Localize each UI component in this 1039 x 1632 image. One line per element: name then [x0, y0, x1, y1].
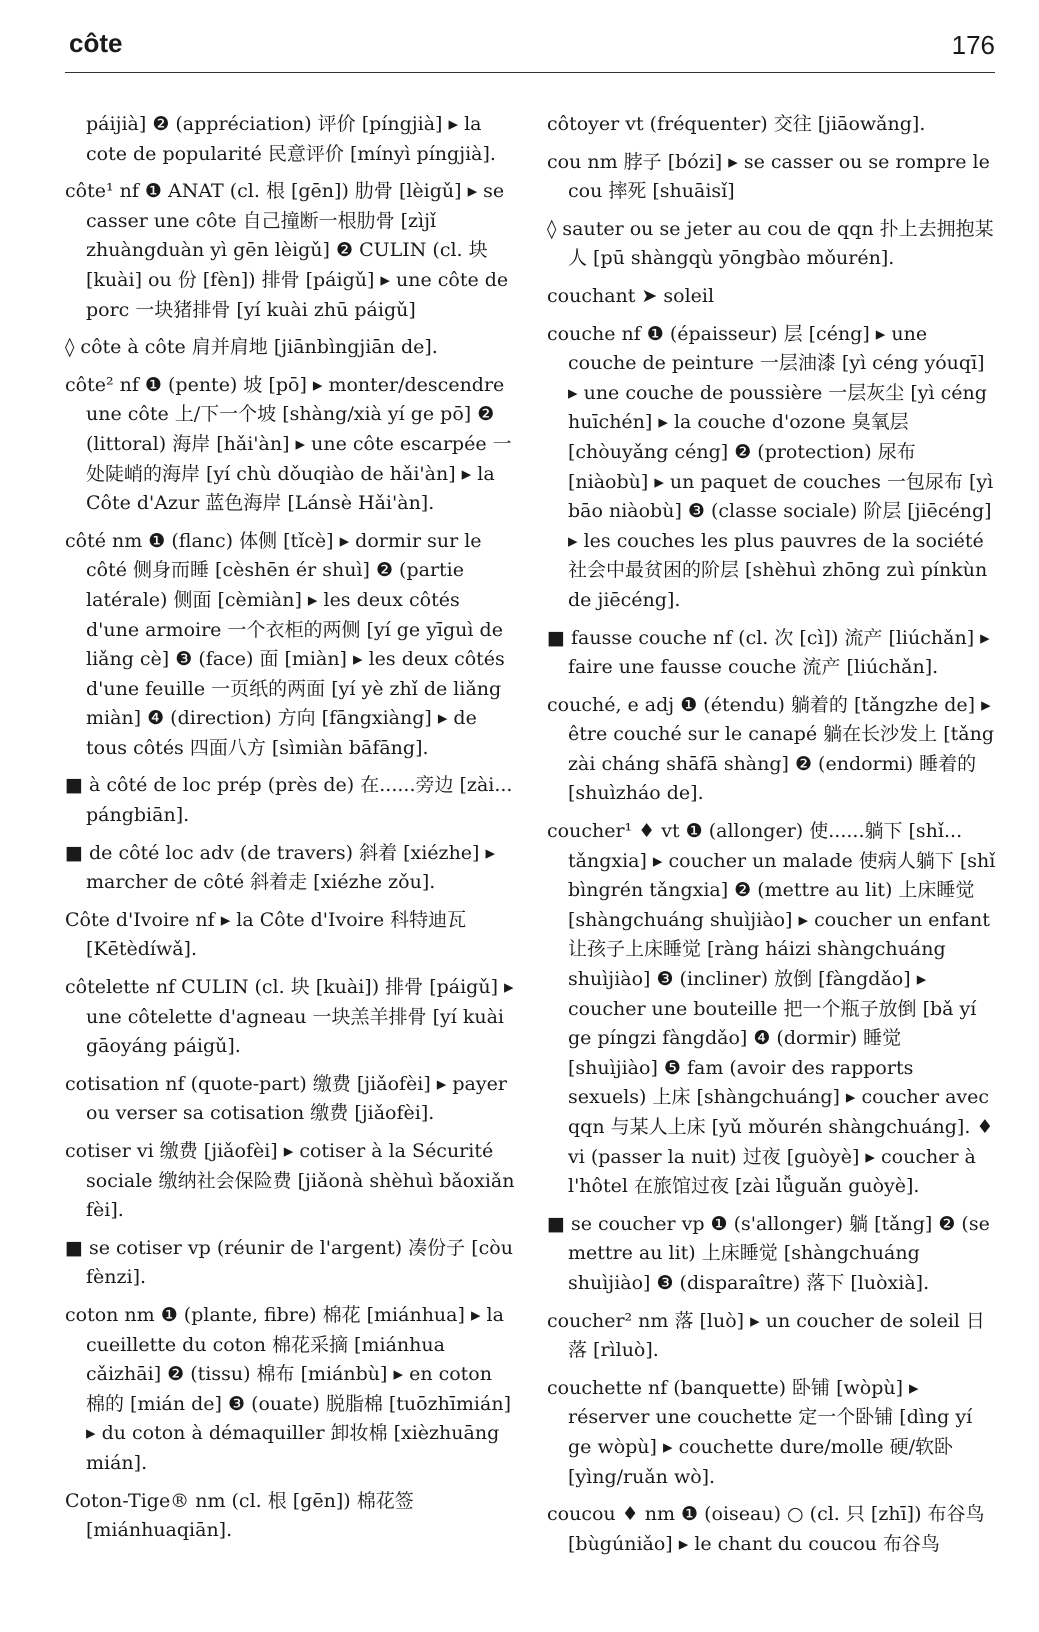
entry-cotelette: côtelette nf CULIN (cl. 块 [kuài]) 排骨 [páigǔ] ▸ une côtelette d'agneau 一块羔羊排骨 [yí kuài gāoyáng páigǔ].	[65, 976, 514, 1058]
entry-coucher2: coucher² nm 落 [luò] ▸ un coucher de soleil 日落 [rìluò].	[547, 1309, 985, 1362]
right-column	[547, 110, 997, 1567]
entry-se-cotiser: ■ se cotiser vp (réunir de l'argent) 凑份子 [còu fènzi].	[65, 1236, 513, 1289]
entry-cote-nm: côté nm ❶ (flanc) 体侧 [tǐcè] ▸ dormir sur le côté 侧身而睡 [cèshēn ér shuì] ❷ (partie latérale) 侧面 [cèmiàn] ▸ les deux côtés d'une armoire 一个衣柜的两侧 [yí ge yīguì de liǎng cè] ❸ (face) 面 [miàn] ▸ les deux côtés d'une feuille 一页纸的两面 [yí yè zhǐ de liǎng miàn] ❹ (direction) 方向 [fāngxiàng] ▸ de tous côtés 四面八方 [sìmiàn bāfāng].	[65, 529, 505, 759]
entry-cote1: côte¹ nf ❶ ANAT (cl. 根 [gēn]) 肋骨 [lèigǔ] ▸ se casser une côte 自己撞断一根肋骨 [zìjǐ zhuàngduàn yì gēn lèigǔ] ❷ CULIN (cl. 块 [kuài] ou 份 [fèn]) 排骨 [páigǔ] ▸ une côte de porc 一块猪排骨 [yí kuài zhū páigǔ]	[65, 180, 509, 321]
entry-coton-tige: Coton-Tige® nm (cl. 根 [gēn]) 棉花签 [miánhuaqiān].	[65, 1489, 414, 1542]
entry-cotoyer: côtoyer vt (fréquenter) 交往 [jiāowǎng].	[547, 113, 926, 135]
entry-fausse-couche: ■ fausse couche nf (cl. 次 [cì]) 流产 [liúchǎn] ▸ faire une fausse couche 流产 [liúchǎn].	[547, 626, 990, 679]
page-header	[65, 22, 995, 73]
entry-couche: couche nf ❶ (épaisseur) 层 [céng] ▸ une couche de peinture 一层油漆 [yì céng yóuqī] ▸ une couche de poussière 一层灰尘 [yì céng huīchén] ▸ la couche d'ozone 臭氧层 [chòuyǎng céng] ❷ (protection) 尿布 [niàobù] ▸ un paquet de couches 一包尿布 [yì bāo niàobù] ❸ (classe sociale) 阶层 [jiēcéng] ▸ les couches les plus pauvres de la société 社会中最贫困的阶层 [shèhuì zhōng zuì pínkùn de jiēcéng].	[547, 322, 994, 611]
entry-coucher1: coucher¹ ♦ vt ❶ (allonger) 使......躺下 [shǐ... tǎngxia] ▸ coucher un malade 使病人躺下 [shǐ bìngrén tǎngxia] ❷ (mettre au lit) 上床睡觉 [shàngchuáng shuìjiào] ▸ coucher un enfant 让孩子上床睡觉 [ràng háizi shàngchuáng shuìjiào] ❸ (incliner) 放倒 [fàngdǎo] ▸ coucher une bouteille 把一个瓶子放倒 [bǎ yí ge píngzi fàngdǎo] ❹ (dormir) 睡觉 [shuìjiào] ❺ fam (avoir des rapports sexuels) 上床 [shàngchuáng] ▸ coucher avec qqn 与某人上床 [yǔ mǒurén shàngchuáng]. ♦ vi (passer la nuit) 过夜 [guòyè] ▸ coucher à l'hôtel 在旅馆过夜 [zài lǚguǎn guòyè].	[547, 820, 996, 1198]
entry-cou: cou nm 脖子 [bózi] ▸ se casser ou se rompre le cou 摔死 [shuāisǐ]	[547, 150, 990, 203]
running-head-word: côte	[69, 28, 123, 58]
left-column	[65, 110, 515, 1554]
entry-cote2: côte² nf ❶ (pente) 坡 [pō] ▸ monter/descendre une côte 上/下一个坡 [shàng/xià yí ge pō] ❷ (littoral) 海岸 [hǎi'àn] ▸ une côte escarpée 一处陡峭的海岸 [yí chù dǒuqiào de hǎi'àn] ▸ la Côte d'Azur 蓝色海岸 [Lánsè Hǎi'àn].	[65, 373, 512, 515]
entry-cote-continued: páijià] ❷ (appréciation) 评价 [píngjià] ▸ la cote de popularité 民意评价 [mínyì píngjià].	[86, 113, 496, 165]
entry-cote-divoire: Côte d'Ivoire nf ▸ la Côte d'Ivoire 科特迪瓦 [Kētèdíwǎ].	[65, 908, 467, 961]
entry-a-cote-de: ■ à côté de loc prép (près de) 在......旁边 [zài... pángbiān].	[65, 774, 513, 827]
entry-couche-adj: couché, e adj ❶ (étendu) 躺着的 [tǎngzhe de] ▸ être couché sur le canapé 躺在长沙发上 [tǎng zài cháng shāfā shàng] ❷ (endormi) 睡着的 [shuìzháo de].	[547, 693, 994, 805]
entry-sauter-au-cou: ◊ sauter ou se jeter au cou de qqn 扑上去拥抱某人 [pū shàngqù yōngbào mǒurén].	[547, 217, 994, 270]
entry-cotiser: cotiser vi 缴费 [jiǎofèi] ▸ cotiser à la Sécurité sociale 缴纳社会保险费 [jiǎonà shèhuì bǎoxiǎn fèi].	[65, 1140, 515, 1222]
entry-de-cote: ■ de côté loc adv (de travers) 斜着 [xiézhe] ▸ marcher de côté 斜着走 [xiézhe zǒu].	[65, 841, 496, 894]
entry-cote-a-cote: ◊ côte à côte 肩并肩地 [jiānbìngjiān de].	[65, 336, 438, 359]
entry-couchant: couchant ➤ soleil	[547, 284, 715, 307]
entry-coucou: coucou ♦ nm ❶ (oiseau) ○ (cl. 只 [zhī]) 布谷鸟 [bùgúniǎo] ▸ le chant du coucou 布谷鸟	[547, 1503, 985, 1555]
page-number: 176	[951, 30, 995, 60]
entry-se-coucher: ■ se coucher vp ❶ (s'allonger) 躺 [tǎng] ❷ (se mettre au lit) 上床睡觉 [shàngchuáng shuìjiào] ❸ (disparaître) 落下 [luòxià].	[547, 1212, 990, 1294]
entry-cotisation: cotisation nf (quote-part) 缴费 [jiǎofèi] ▸ payer ou verser sa cotisation 缴费 [jiǎofèi].	[65, 1072, 507, 1125]
entry-couchette: couchette nf (banquette) 卧铺 [wòpù] ▸ réserver une couchette 定一个卧铺 [dìng yí ge wòpù] ▸ couchette dure/molle 硬/软卧 [yìng/ruǎn wò].	[547, 1376, 973, 1488]
entry-coton: coton nm ❶ (plante, fibre) 棉花 [miánhua] ▸ la cueillette du coton 棉花采摘 [miánhua cǎizhāi] ❷ (tissu) 棉布 [miánbù] ▸ en coton 棉的 [mián de] ❸ (ouate) 脱脂棉 [tuōzhīmián] ▸ du coton à démaquiller 卸妆棉 [xièzhuāng mián].	[65, 1303, 511, 1474]
